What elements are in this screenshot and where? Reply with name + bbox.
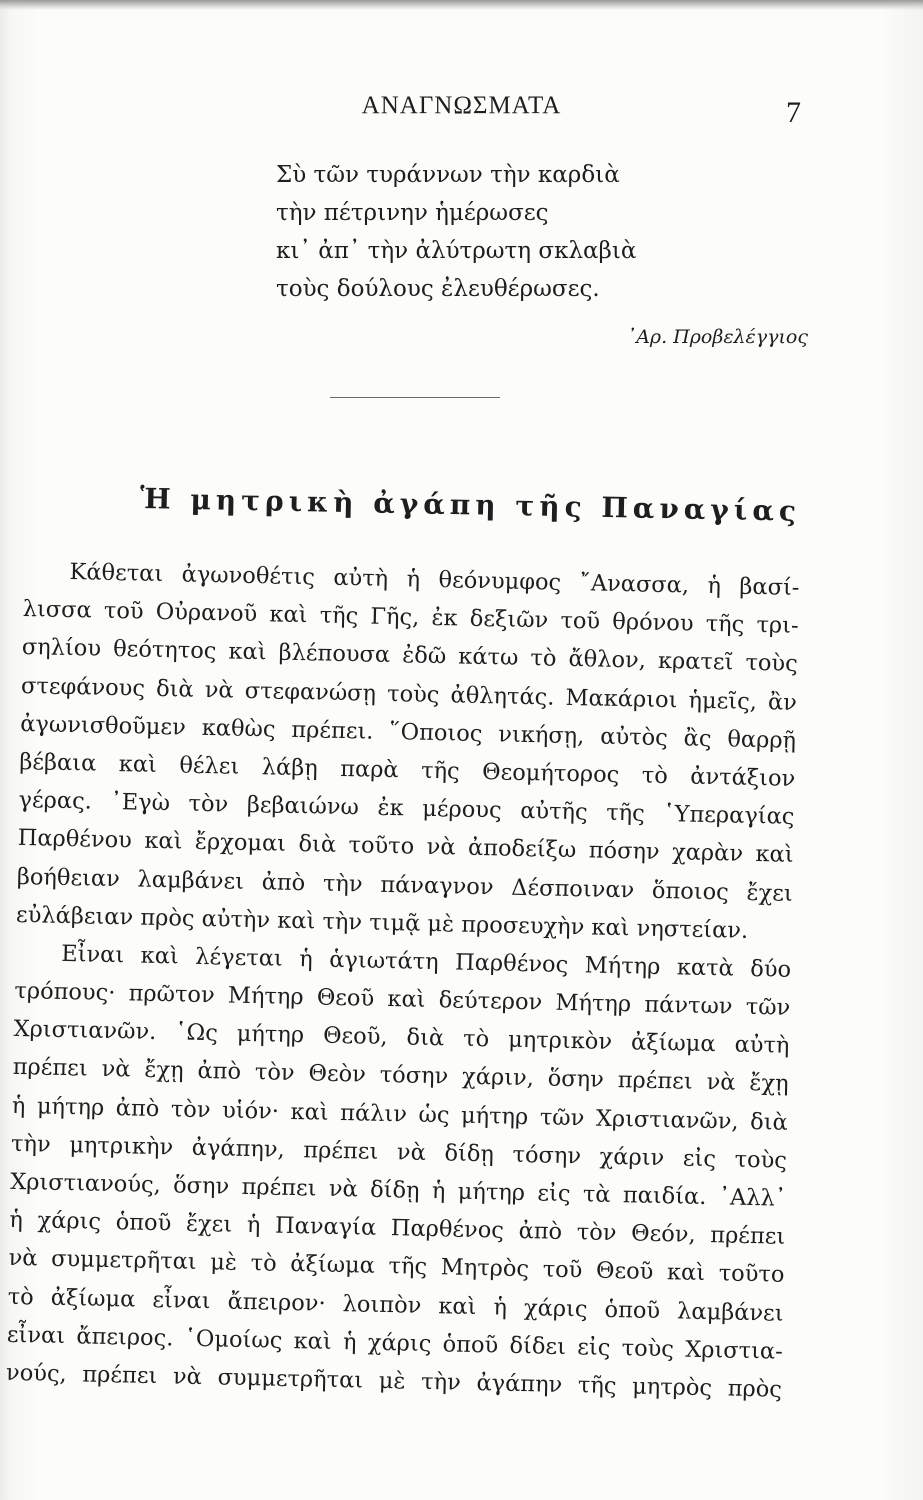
body-line: τρόπους· πρῶτον Μήτηρ Θεοῦ καὶ δεύτερον Μήτηρ πάντων τῶν xyxy=(14,977,791,1021)
body-text xyxy=(6,552,800,1409)
body-line: Παρθένου καὶ ἔρχομαι διὰ τοῦτο νὰ ἀποδείξω πόσην χαρὰν καὶ xyxy=(17,825,794,869)
body-line: τὴν μητρικὴν ἀγάπην, πρέπει νὰ δίδῃ τόσην χάριν εἰς τοὺς xyxy=(10,1130,788,1174)
verse-stanza xyxy=(276,156,796,308)
section-title: Ἡ μητρικὴ ἀγάπη τῆς Παναγίας xyxy=(139,482,802,528)
verse-line: τὴν πέτρινην ἡμέρωσες xyxy=(276,200,549,226)
body-line: στεφάνους διὰ νὰ στεφανώσῃ τοὺς ἀθλητάς. Μακάριοι ἡμεῖς, ἂν xyxy=(20,672,798,716)
body-line: Χριστιανούς, ὅσην πρέπει νὰ δίδῃ ἡ μήτηρ εἰς τὰ παιδία. ᾽Αλλ᾽ xyxy=(9,1168,787,1212)
section-divider xyxy=(330,397,500,398)
page-top-edge xyxy=(0,0,923,10)
body-line: νούς, πρέπει νὰ συμμετρῆται μὲ τὴν ἀγάπην τῆς μητρὸς πρὸς xyxy=(5,1359,783,1403)
body-line: βέβαια καὶ θέλει λάβῃ παρὰ τῆς Θεομήτορος τὸ ἀντάξιον xyxy=(19,748,796,792)
body-line: τὸ ἀξίωμα εἶναι ἄπειρον· λοιπὸν καὶ ἡ χάρις ὁποῦ λαμβάνει xyxy=(7,1283,784,1327)
body-line: ἀγωνισθοῦμεν καθὼς πρέπει. ῞Οποιος νικήσῃ, αὐτὸς ἂς θαρρῇ xyxy=(19,710,797,754)
verse-line: κι᾽ ἀπ᾽ τὴν ἀλύτρωτη σκλαβιὰ xyxy=(276,238,637,264)
body-line: πρέπει νὰ ἔχῃ ἀπὸ τὸν Θεὸν τόσην χάριν, ὅσην πρέπει νὰ ἔχῃ xyxy=(12,1054,789,1098)
body-line: βοήθειαν λαμβάνει ἀπὸ τὴν πάναγνον Δέσποιναν ὅποιος ἔχει xyxy=(16,863,794,907)
running-title: ΑΝΑΓΝΩΣΜΑΤΑ xyxy=(361,92,562,119)
body-line: εἶναι ἄπειρος. ῾Ομοίως καὶ ἡ χάρις ὁποῦ δίδει εἰς τοὺς Χριστια- xyxy=(6,1321,784,1365)
body-line: εὐλάβειαν πρὸς αὐτὴν καὶ τὴν τιμᾷ μὲ προσευχὴν καὶ νηστείαν. xyxy=(15,901,749,944)
body-line: λισσα τοῦ Οὐρανοῦ καὶ τῆς Γῆς, ἐκ δεξιῶν τοῦ θρόνου τῆς τρι- xyxy=(22,596,799,640)
body-line: γέρας. ᾽Εγὼ τὸν βεβαιώνω ἐκ μέρους αὐτῆς τῆς ῾Υπεραγίας xyxy=(18,787,795,830)
body-line: Εἶναι καὶ λέγεται ἡ ἁγιωτάτη Παρθένος Μήτηρ κατὰ δύο xyxy=(60,940,792,983)
body-line: ἡ μήτηρ ἀπὸ τὸν υἱόν· καὶ πάλιν ὡς μήτηρ τῶν Χριστιανῶν, διὰ xyxy=(11,1092,789,1136)
body-line: νὰ συμμετρῆται μὲ τὸ ἀξίωμα τῆς Μητρὸς τοῦ Θεοῦ καὶ τοῦτο xyxy=(8,1245,785,1289)
body-line: ἡ χάρις ὁποῦ ἔχει ἡ Παναγία Παρθένος ἀπὸ τὸν Θεόν, πρέπει xyxy=(9,1207,786,1250)
page-number: 7 xyxy=(786,96,801,129)
body-line: σηλίου θεότητος καὶ βλέπουσα ἐδῶ κάτω τὸ ἄθλον, κρατεῖ τοὺς xyxy=(21,634,799,678)
verse-line: Σὺ τῶν τυράννων τὴν καρδιὰ xyxy=(276,162,620,188)
verse-line: τοὺς δούλους ἐλευθέρωσες. xyxy=(276,276,600,302)
body-line: Χριστιανῶν. ῾Ως μήτηρ Θεοῦ, διὰ τὸ μητρικὸν ἀξίωμα αὐτὴ xyxy=(13,1016,790,1060)
verse-attribution: ᾽Αρ. Προβελέγγιος xyxy=(626,326,808,348)
body-line: Κάθεται ἀγωνοθέτις αὐτὴ ἡ θεόνυμφος ῎Ανασσα, ἡ βασί- xyxy=(69,559,800,601)
